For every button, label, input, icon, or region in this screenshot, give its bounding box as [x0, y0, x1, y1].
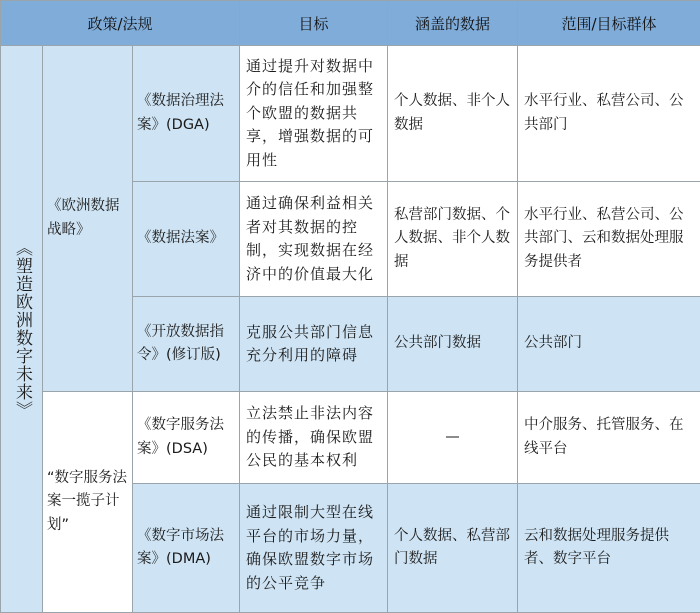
scope-cell [518, 182, 700, 297]
goal-cell [240, 46, 388, 182]
data-cell [388, 392, 518, 484]
table-row [1, 46, 700, 182]
header-data: 涵盖的数据 [388, 1, 518, 46]
scope-text: 中介服务、托管服务、在线平台 [518, 414, 700, 461]
data-text: 私营部门数据、个人数据、非个人数据 [388, 204, 517, 275]
main-policy-cell [1, 46, 43, 613]
goal-text: 立法禁止非法内容的传播，确保欧盟公民的基本权利 [240, 402, 387, 473]
header-scope: 范围/目标群体 [518, 1, 700, 46]
data-cell [388, 297, 518, 392]
header-policy: 政策/法规 [1, 1, 240, 46]
goal-text: 通过提升对数据中介的信任和加强整个欧盟的数据共享，增强数据的可用性 [240, 55, 387, 173]
goal-cell [240, 297, 388, 392]
header-row [1, 1, 700, 46]
law-name: 《开放数据指令》(修订版) [133, 321, 239, 368]
main-policy-label: 《塑造欧洲数字未来》 [13, 239, 30, 419]
scope-cell [518, 392, 700, 484]
group-label: “数字服务法案一揽子计划” [43, 467, 132, 538]
law-name: 《数字服务法案》(DSA) [133, 414, 239, 461]
goal-cell [240, 484, 388, 613]
table-row [1, 392, 700, 484]
header-goal: 目标 [240, 1, 388, 46]
goal-text: 通过限制大型在线平台的市场力量，确保欧盟数字市场的公平竞争 [240, 501, 387, 595]
goal-cell [240, 182, 388, 297]
law-name: 《数据法案》 [133, 227, 239, 251]
scope-cell [518, 46, 700, 182]
law-name: 《数字市场法案》(DMA) [133, 525, 239, 572]
law-cell [133, 297, 240, 392]
law-name: 《数据治理法案》(DGA) [133, 90, 239, 137]
scope-text: 水平行业、私营公司、公共部门、云和数据处理服务提供者 [518, 204, 700, 275]
group-cell-dsa-package [43, 392, 133, 613]
goal-text: 通过确保利益相关者对其数据的控制，实现数据在经济中的价值最大化 [240, 192, 387, 286]
law-cell [133, 46, 240, 182]
law-cell [133, 484, 240, 613]
law-cell [133, 392, 240, 484]
group-label: 《欧洲数据战略》 [43, 195, 132, 242]
goal-text: 克服公共部门信息充分利用的障碍 [240, 321, 387, 368]
data-text: 个人数据、非个人数据 [388, 90, 517, 137]
data-text: — [388, 426, 517, 450]
data-cell [388, 182, 518, 297]
scope-text: 公共部门 [518, 332, 700, 356]
group-cell-eu-data-strategy [43, 46, 133, 392]
data-cell [388, 484, 518, 613]
scope-cell [518, 484, 700, 613]
law-cell [133, 182, 240, 297]
scope-cell [518, 297, 700, 392]
goal-cell [240, 392, 388, 484]
data-text: 个人数据、私营部门数据 [388, 525, 517, 572]
scope-text: 水平行业、私营公司、公共部门 [518, 90, 700, 137]
scope-text: 云和数据处理服务提供者、数字平台 [518, 525, 700, 572]
data-text: 公共部门数据 [388, 332, 517, 356]
data-cell [388, 46, 518, 182]
